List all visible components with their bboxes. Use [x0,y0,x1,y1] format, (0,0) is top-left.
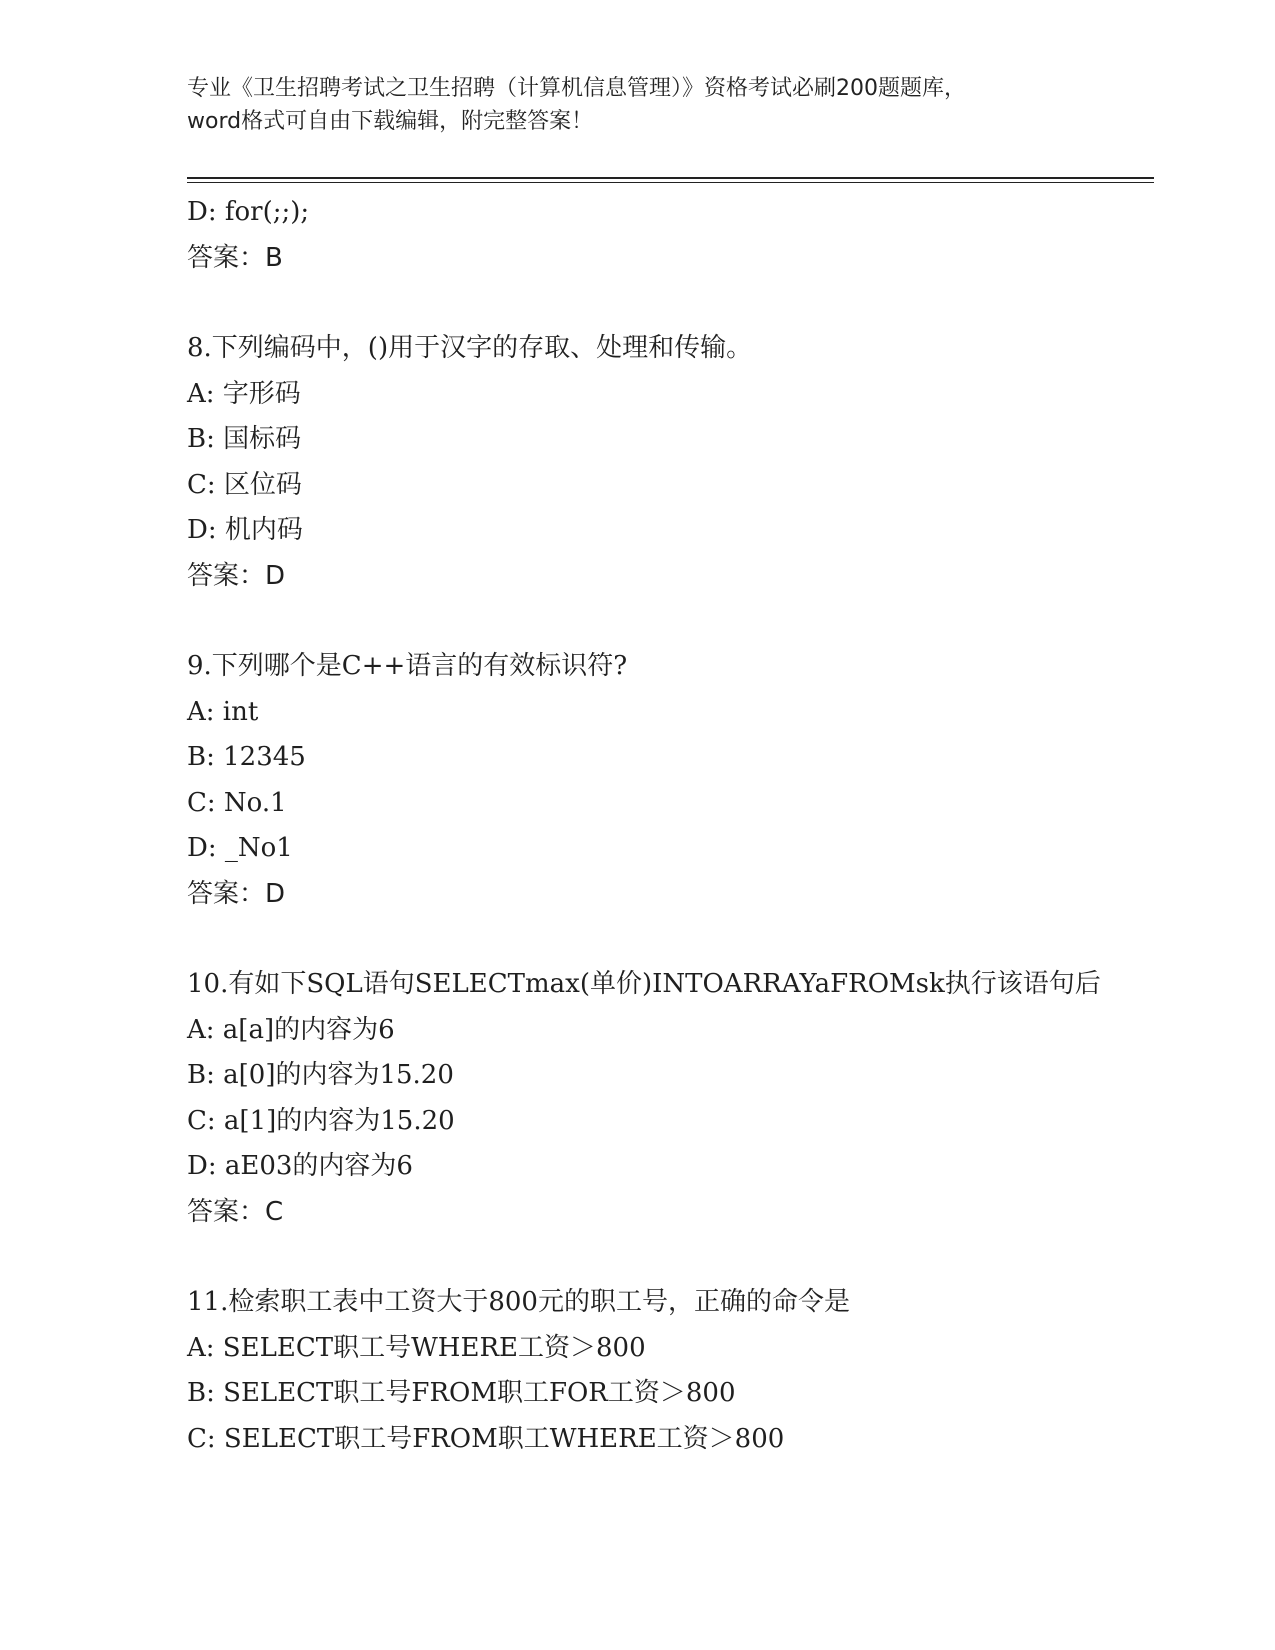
option-c: C: 区位码 [187,469,302,500]
answer: 答案：D [187,878,286,909]
option-a: A: a[a]的内容为6 [187,1014,395,1045]
question-stem: 8.下列编码中，()用于汉字的存取、处理和传输。 [187,333,753,363]
option-a: A: 字形码 [187,378,301,409]
option-a: A: int [187,696,259,727]
option-b: B: 国标码 [187,424,302,454]
option-c: C: a[1]的内容为15.20 [187,1105,455,1136]
option-c: C: No.1 [187,787,287,818]
option-c: C: SELECT职工号FROM职工WHERE工资＞800 [187,1423,785,1454]
option-b: B: 12345 [187,742,306,772]
option-b: B: SELECT职工号FROM职工FOR工资＞800 [187,1378,736,1408]
header-rule-thick [187,177,1154,179]
prev-answer: 答案：B [187,242,283,273]
option-d: D: _No1 [187,833,293,863]
header-line-2: word格式可自由下载编辑，附完整答案！ [187,109,594,134]
option-d: D: 机内码 [187,515,303,545]
option-d: D: aE03的内容为6 [187,1151,413,1181]
header-line-1: 专业《卫生招聘考试之卫生招聘（计算机信息管理）》资格考试必刷200题题库， [187,76,966,101]
option-b: B: a[0]的内容为15.20 [187,1060,454,1090]
option-a: A: SELECT职工号WHERE工资＞800 [187,1332,646,1363]
answer: 答案：D [187,560,286,591]
prev-option-d: D: for(;;); [187,197,310,227]
answer: 答案：C [187,1196,284,1227]
header-rule-thin [187,182,1154,183]
page-header [187,72,1087,138]
question-stem: 9.下列哪个是C++语言的有效标识符? [187,651,628,681]
question-stem: 10.有如下SQL语句SELECTmax(单价)INTOARRAYaFROMsk执行该语句后 [187,969,1101,999]
question-stem: 11.检索职工表中工资大于800元的职工号，正确的命令是 [187,1287,850,1317]
question-list [187,190,1147,1462]
